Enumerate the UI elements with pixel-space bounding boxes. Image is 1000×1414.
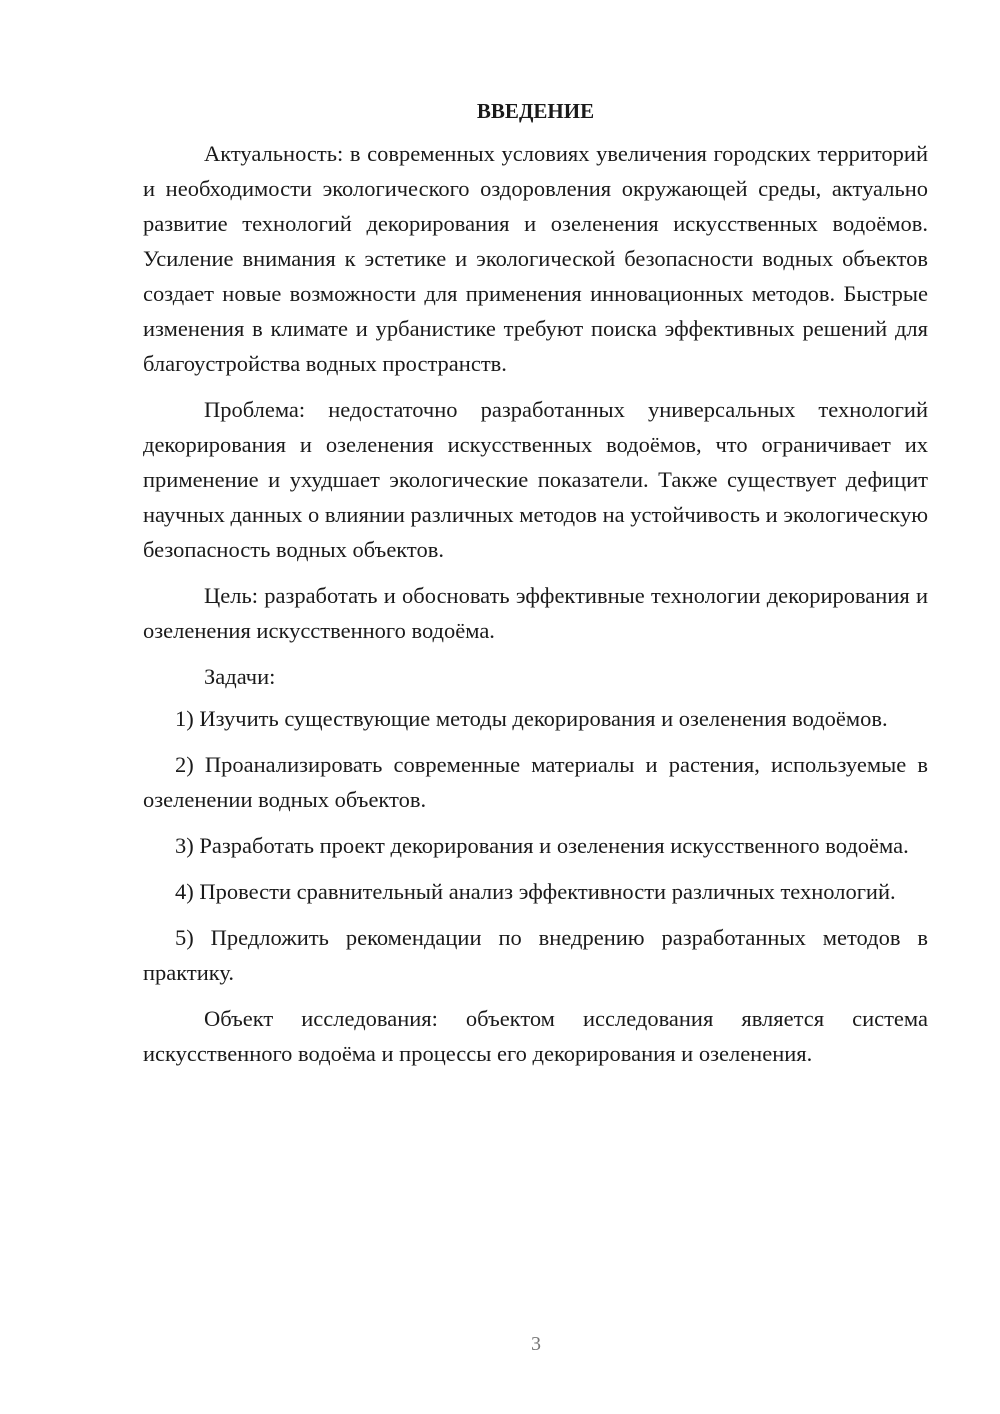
tasks-heading: Задачи:: [204, 664, 276, 689]
list-item: 3) Разработать проект декорирования и озеленения искусственного водоёма.: [175, 833, 909, 858]
paragraph-relevance: Актуальность: в современных условиях увеличения городских территорий и необходимости экологического оздоровления окружающей среды, актуально развитие технологий декорирования и озеленения искусственных водоёмов. Усиление внимания к эстетике и экологической безопасности водных объектов создает новые возможности для применения инновационных методов. Быстрые изменения в климате и урбанистике требуют поиска эффективных решений для благоустройства водных пространств.: [143, 141, 928, 376]
document-page: [143, 94, 928, 1082]
list-item: 2) Проанализировать современные материалы и растения, используемые в озеленении водных объектов.: [143, 752, 928, 812]
page-title: ВВЕДЕНИЕ: [476, 99, 595, 123]
page-number: 3: [531, 1333, 541, 1355]
list-item: 4) Провести сравнительный анализ эффективности различных технологий.: [175, 879, 896, 904]
tasks-list: [143, 701, 928, 990]
paragraph-goal: Цель: разработать и обосновать эффективные технологии декорирования и озеленения искусственного водоёма.: [143, 583, 928, 643]
paragraph-object: Объект исследования: объектом исследования является система искусственного водоёма и процессы его декорирования и озеленения.: [143, 1006, 928, 1066]
paragraph-problem: Проблема: недостаточно разработанных универсальных технологий декорирования и озеленения искусственных водоёмов, что ограничивает их применение и ухудшает экологические показатели. Также существует дефицит научных данных о влиянии различных методов на устойчивость и экологическую безопасность водных объектов.: [143, 397, 929, 562]
list-item: 1) Изучить существующие методы декорирования и озеленения водоёмов.: [175, 706, 888, 731]
list-item: 5) Предложить рекомендации по внедрению разработанных методов в практику.: [143, 925, 928, 985]
